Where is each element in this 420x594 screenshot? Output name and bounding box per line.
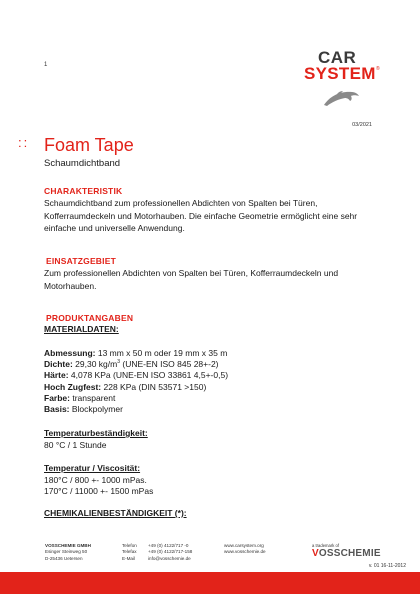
- chemikalienbestaendigkeit-heading: CHEMIKALIENBESTÄNDIGKEIT (*):: [44, 508, 187, 518]
- materialdaten-heading: MATERIALDATEN:: [44, 324, 119, 334]
- viskositaet-line: 170°C / 11000 +- 1500 mPas: [44, 486, 154, 496]
- einsatzgebiet-text: Zum professionellen Abdichten von Spalten bei Türen, Kofferraumdeckeln und Motorhauben.: [44, 268, 339, 291]
- footer-email-link[interactable]: info@vosschemie.de: [148, 555, 191, 561]
- footer-web-link[interactable]: www.carsystem.org: [224, 543, 264, 548]
- section-heading-charakteristik: CHARAKTERISTIK: [44, 186, 123, 196]
- spec-label: Hoch Zugfest:: [44, 381, 102, 392]
- footer-brand: [312, 543, 381, 559]
- version-stamp: v. 01 16-11-2012: [368, 563, 406, 569]
- logo-line-system: SYSTEM: [304, 64, 376, 83]
- footer-company-city: D-25436 Uetersen: [45, 555, 83, 561]
- spec-row-farbe: [44, 393, 228, 404]
- page-number: 1: [44, 62, 48, 68]
- footer-label-fax: Telefax: [122, 549, 137, 555]
- logo-registered-mark: ®: [376, 66, 380, 72]
- vosschemie-logo-v: V: [312, 548, 319, 560]
- charakteristik-text: Schaumdichtband zum professionellen Abdichten von Spalten bei Türen, Kofferraumdeckeln und Motorhauben. Die einfache Geometrie ermöglicht eine sehr einfache und universelle Anwendung.: [44, 198, 358, 233]
- spec-label: Dichte:: [44, 359, 73, 370]
- spec-value: Blockpolymer: [69, 404, 123, 415]
- footer-web-link[interactable]: www.vosschemie.de: [224, 549, 266, 555]
- car-system-logo: [300, 48, 382, 112]
- footer-phone: +49 (0) 4122/717 -0: [148, 543, 189, 548]
- spec-value-superscript: 3: [117, 359, 121, 366]
- temperaturbestaendigkeit-heading: Temperaturbeständigkeit:: [44, 428, 148, 438]
- footer-company-street: Esinger Steinweg 50: [45, 549, 88, 555]
- spec-value-suffix: (UNE-EN ISO 845 28+-2): [120, 359, 219, 370]
- spec-value: 4,078 KPa (UNE-EN ISO 33861 4,5+-0,5): [68, 370, 229, 381]
- footer-trademark-label: a trademark of: [312, 543, 339, 548]
- spec-label: Härte:: [44, 370, 69, 381]
- spec-label: Farbe:: [44, 392, 70, 403]
- spec-row-zugfest: [44, 382, 228, 393]
- temperaturbestaendigkeit-value: 80 °C / 1 Stunde: [44, 440, 107, 450]
- vosschemie-logo-text: OSSCHEMIE: [318, 548, 381, 560]
- spec-row-basis: [44, 404, 228, 415]
- title-marker: ::: [18, 135, 30, 150]
- spec-row-dichte: [44, 359, 228, 370]
- spec-list: [44, 348, 228, 415]
- product-subtitle: Schaumdichtband: [44, 158, 121, 169]
- footer: [0, 543, 420, 573]
- footer-company: [45, 543, 91, 562]
- footer-web: [224, 543, 266, 556]
- date-code: 03/2021: [352, 122, 372, 128]
- dolphin-icon: [322, 88, 360, 108]
- spec-value: 13 mm x 50 m oder 19 mm x 35 m: [95, 348, 228, 358]
- footer-red-bar: [0, 572, 420, 594]
- spec-value: 228 KPa (DIN 53571 >150): [101, 381, 207, 392]
- product-title: Foam Tape: [44, 135, 134, 155]
- spec-label: Abmessung:: [44, 348, 96, 358]
- vosschemie-logo: [312, 549, 381, 559]
- section-heading-einsatzgebiet: EINSATZGEBIET: [46, 256, 116, 266]
- spec-row-abmessung: [44, 348, 228, 359]
- logo-line-car: CAR: [318, 48, 357, 67]
- footer-company-name: VOSSCHEMIE GMBH: [45, 543, 91, 548]
- spec-row-haerte: [44, 370, 228, 381]
- footer-contact-labels: [122, 543, 137, 562]
- spec-label: Basis:: [44, 404, 70, 415]
- footer-label-phone: Telefon: [122, 543, 137, 548]
- footer-label-email: E-Mail: [122, 555, 136, 561]
- temperatur-viskositaet-heading: Temperatur / Viscosität:: [44, 463, 141, 473]
- footer-contact-values: [148, 543, 192, 562]
- footer-fax: +49 (0) 4122/717-158: [148, 549, 193, 555]
- spec-value: transparent: [69, 392, 116, 403]
- spec-value: 29,30 kg/m: [72, 359, 118, 370]
- section-heading-produktangaben: PRODUKTANGABEN: [46, 313, 134, 323]
- viskositaet-line: 180°C / 800 +- 1000 mPas.: [44, 475, 147, 485]
